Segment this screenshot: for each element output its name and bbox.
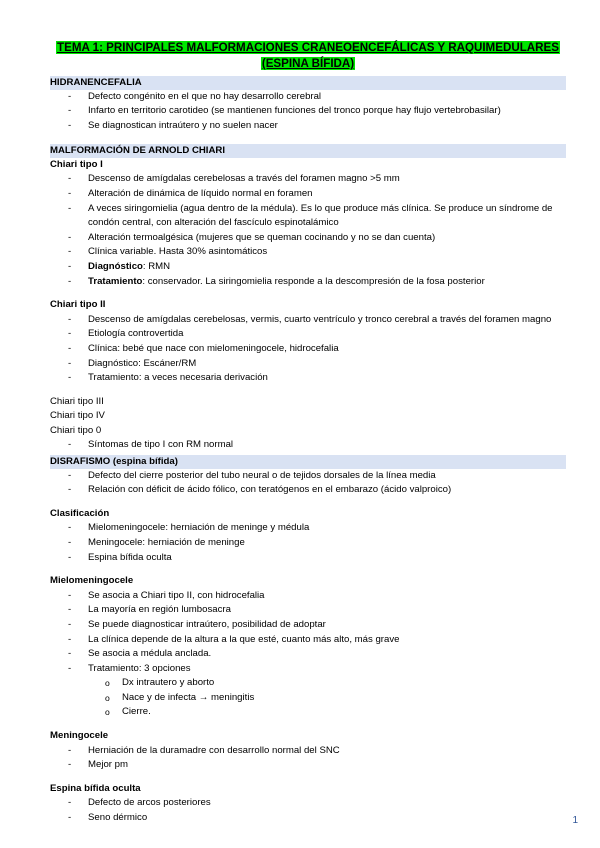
subheading-mielomeningocele: Mielomeningocele	[50, 575, 134, 587]
document-page	[50, 0, 566, 826]
list-item: - Tratamiento: 3 opciones	[50, 662, 566, 677]
espina-bifida-oculta-list	[50, 796, 566, 825]
clasificacion-list	[50, 521, 566, 565]
list-item: - Defecto del cierre posterior del tubo neural o de tejidos dorsales de la línea media	[50, 469, 566, 484]
chiari-4-label: Chiari tipo IV	[50, 410, 105, 422]
list-item: - Seno dérmico	[50, 811, 566, 826]
list-item: - Herniación de la duramadre con desarrollo normal del SNC	[50, 744, 566, 759]
list-item: - Espina bífida oculta	[50, 551, 566, 566]
list-item: - Se diagnostican intraútero y no suelen nacer	[50, 119, 566, 134]
list-item: - Mielomeningocele: herniación de meninge y médula	[50, 521, 566, 536]
section-header-chiari: MALFORMACIÓN DE ARNOLD CHIARI	[50, 144, 566, 158]
list-item: - Síntomas de tipo I con RM normal	[50, 438, 566, 453]
page-number: 1	[572, 815, 578, 826]
subheading-chiari-2: Chiari tipo II	[50, 299, 106, 311]
chiari-0-list	[50, 438, 566, 453]
section-header-hidranencefalia: HIDRANENCEFALIA	[50, 76, 566, 90]
chiari-3-label: Chiari tipo III	[50, 395, 104, 407]
sub-list-item: o Cierre.	[50, 705, 566, 720]
title-line-2: (ESPINA BÍFIDA)	[261, 57, 355, 70]
list-item: - Mejor pm	[50, 758, 566, 773]
list-item: - Descenso de amígdalas cerebelosas a través del foramen magno >5 mm	[50, 172, 566, 187]
hidranencefalia-list	[50, 90, 566, 134]
mielomeningocele-list	[50, 589, 566, 720]
list-item: - Defecto congénito en el que no hay desarrollo cerebral	[50, 90, 566, 105]
list-item: - Meningocele: herniación de meninge	[50, 536, 566, 551]
sub-list-item: o Nace y de infecta → meningitis	[50, 691, 566, 706]
list-item: - Infarto en territorio carotideo (se mantienen funciones del tronco porque hay flujo vertebrobasilar)	[50, 104, 566, 119]
page-title	[50, 40, 566, 72]
disrafismo-list	[50, 469, 566, 498]
chiari-0-label: Chiari tipo 0	[50, 424, 102, 436]
tratamiento-label: Tratamiento	[88, 275, 143, 287]
list-item: - Se asocia a médula anclada.	[50, 647, 566, 662]
subheading-clasificacion: Clasificación	[50, 507, 110, 519]
list-item: - A veces siringomielia (agua dentro de la médula). Es lo que produce más clínica. Se produce un síndrome de condón central, con alteración del fascículo espinotalámico	[50, 202, 566, 231]
subheading-meningocele: Meningocele	[50, 730, 109, 742]
list-item: - Tratamiento: a veces necesaria derivación	[50, 371, 566, 386]
diagnostico-text: : RMN	[142, 260, 171, 272]
list-item: - Alteración de dinámica de líquido normal en foramen	[50, 187, 566, 202]
list-item: - Relación con déficit de ácido fólico, con teratógenos en el embarazo (ácido valproico)	[50, 483, 566, 498]
section-header-disrafismo: DISRAFISMO (espina bífida)	[50, 455, 566, 469]
meningocele-list	[50, 744, 566, 773]
list-item: - Etiología controvertida	[50, 327, 566, 342]
list-item: - Clínica variable. Hasta 30% asintomáticos	[50, 245, 566, 260]
list-item: - La clínica depende de la altura a la que esté, cuanto más alto, más grave	[50, 633, 566, 648]
list-item: - Clínica: bebé que nace con mielomeningocele, hidrocefalia	[50, 342, 566, 357]
subheading-chiari-1: Chiari tipo I	[50, 158, 103, 170]
subheading-espina-bifida-oculta: Espina bífida oculta	[50, 782, 141, 794]
list-item-diagnostico	[50, 260, 566, 275]
list-item: - Se asocia a Chiari tipo II, con hidrocefalia	[50, 589, 566, 604]
title-line-1: TEMA 1: PRINCIPALES MALFORMACIONES CRANEOENCEFÁLICAS Y RAQUIMEDULARES	[57, 41, 559, 54]
list-item: - Alteración termoalgésica (mujeres que se queman cocinando y no se dan cuenta)	[50, 231, 566, 246]
diagnostico-label: Diagnóstico	[88, 260, 143, 272]
list-item: - Descenso de amígdalas cerebelosas, vermis, cuarto ventrículo y tronco cerebral a través del foramen magno	[50, 313, 566, 328]
tratamiento-text: : conservador. La siringomielia responde a la descompresión de la fosa posterior	[142, 275, 485, 287]
list-item: - Defecto de arcos posteriores	[50, 796, 566, 811]
chiari-1-list	[50, 172, 566, 289]
list-item: - Diagnóstico: Escáner/RM	[50, 357, 566, 372]
list-item-tratamiento	[50, 275, 566, 290]
sub-list-item: o Dx intrautero y aborto	[50, 676, 566, 691]
list-item: - Se puede diagnosticar intraútero, posibilidad de adoptar	[50, 618, 566, 633]
list-item: - La mayoría en región lumbosacra	[50, 603, 566, 618]
chiari-2-list	[50, 313, 566, 386]
